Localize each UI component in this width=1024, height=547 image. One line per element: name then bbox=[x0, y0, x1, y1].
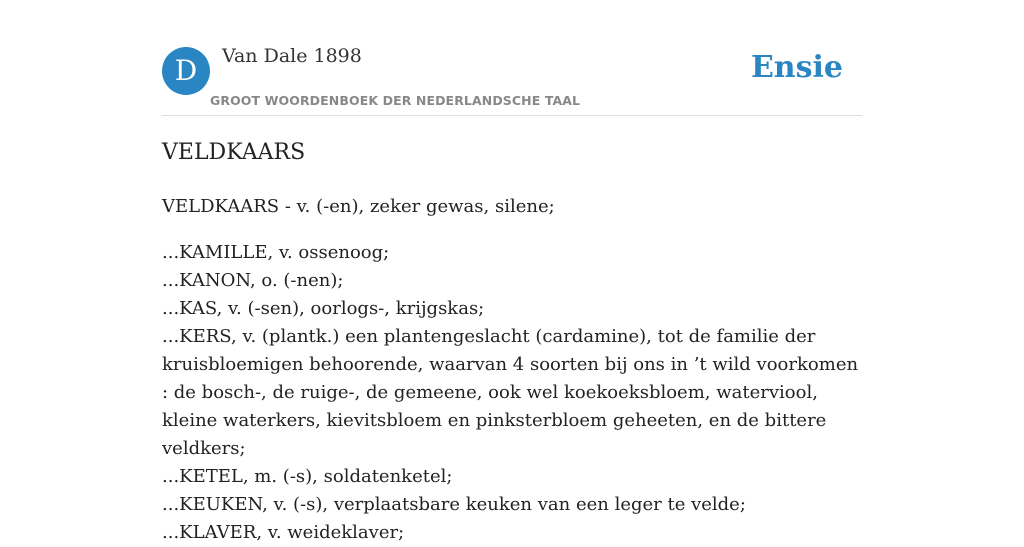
main-definition: VELDKAARS - v. (-en), zeker gewas, silene; bbox=[162, 196, 555, 217]
ensie-brand-logo[interactable]: Ensie bbox=[750, 50, 843, 85]
page-title: VELDKAARS bbox=[162, 140, 306, 165]
entry-kanon: ...KANON, o. (-nen); bbox=[162, 270, 344, 291]
dictionary-subtitle: GROOT WOORDENBOEK DER NEDERLANDSCHE TAAL bbox=[210, 93, 581, 108]
dictionary-title[interactable]: Van Dale 1898 bbox=[222, 45, 362, 67]
site-header bbox=[162, 0, 862, 116]
entry-kas: ...KAS, v. (-sen), oorlogs-, krijgskas; bbox=[162, 298, 485, 319]
entry-kers: ...KERS, v. (plantk.) een plantengeslacht (cardamine), tot de familie der kruisbloemigen behoorende, waarvan 4 soorten bij ons in ’t wild voorkomen : de bosch-, de ruige-, de gemeene, ook wel koekoeksbloem, waterviool, kleine waterkers, kievitsbloem en pinksterbloem geheeten, en de bittere veldkers; bbox=[162, 326, 859, 459]
entry-keuken: ...KEUKEN, v. (-s), verplaatsbare keuken van een leger te velde; bbox=[162, 494, 746, 515]
entry-ketel: ...KETEL, m. (-s), soldatenketel; bbox=[162, 466, 453, 487]
entry-kamille: ...KAMILLE, v. ossenoog; bbox=[162, 242, 390, 263]
entry-klaver: ...KLAVER, v. weideklaver; bbox=[162, 522, 405, 543]
dictionary-logo[interactable]: D bbox=[162, 47, 210, 95]
entry-list bbox=[162, 239, 862, 547]
